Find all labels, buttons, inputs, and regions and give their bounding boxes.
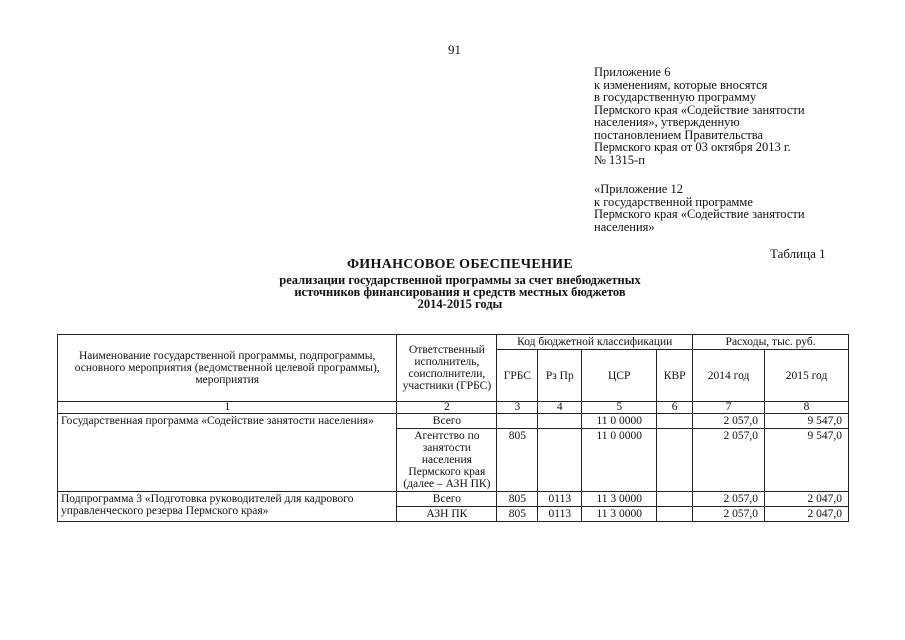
subtitle-line: реализации государственной программы за счет внебюджетных (279, 273, 641, 287)
rzpr-cell: 0113 (538, 492, 582, 507)
appendix-line: населения» (594, 219, 655, 234)
appendix-line: Пермского края от 03 октября 2013 г. (594, 140, 791, 154)
page-number: 91 (448, 42, 461, 57)
kvr-cell (657, 492, 693, 507)
column-number: 3 (497, 402, 538, 414)
table-row (58, 492, 849, 507)
kvr-cell (657, 429, 693, 492)
appendix-line: в государственную программу (594, 90, 757, 104)
header-rzpr: Рз Пр (538, 350, 582, 402)
appendix-line: № 1315-п (594, 152, 645, 167)
appendix-line: постановлением Правительства (594, 127, 764, 142)
executor-cell: Всего (397, 414, 497, 429)
grbs-cell: 805 (497, 429, 538, 492)
y2015-cell: 2 047,0 (765, 492, 849, 507)
header-name: Наименование государственной программы, подпрограммы, основного мероприятия (ведомственной целевой программы), мероприятия (58, 335, 397, 402)
table-label: Таблица 1 (770, 246, 826, 261)
header-budget-code: Код бюджетной классификации (497, 335, 693, 350)
y2014-cell: 2 057,0 (693, 429, 765, 492)
header-2015: 2015 год (765, 350, 849, 402)
y2014-cell: 2 057,0 (693, 414, 765, 429)
appendix-12-block (594, 183, 805, 233)
rzpr-cell: 0113 (538, 507, 582, 522)
grbs-cell: 805 (497, 507, 538, 522)
subtitle-line: 2014-2015 годы (417, 297, 503, 311)
column-number: 4 (538, 402, 582, 414)
appendix-6-block (594, 66, 805, 166)
document-subtitle (230, 274, 690, 310)
column-number: 7 (693, 402, 765, 414)
header-csr: ЦСР (582, 350, 657, 402)
column-number: 6 (657, 402, 693, 414)
y2015-cell: 9 547,0 (765, 414, 849, 429)
column-number: 8 (765, 402, 849, 414)
appendix-line: Пермского края «Содействие занятости (594, 207, 805, 221)
table-row (58, 414, 849, 429)
header-grbs: ГРБС (497, 350, 538, 402)
column-number: 1 (58, 402, 397, 414)
kvr-cell (657, 414, 693, 429)
grbs-cell: 805 (497, 492, 538, 507)
column-number-row (58, 402, 849, 414)
document-title: ФИНАНСОВОЕ ОБЕСПЕЧЕНИЕ (346, 257, 574, 272)
appendix-line: Пермского края «Содействие занятости (594, 102, 805, 117)
grbs-cell (497, 414, 538, 429)
column-number: 5 (582, 402, 657, 414)
executor-cell: АЗН ПК (397, 507, 497, 522)
y2014-cell: 2 057,0 (693, 507, 765, 522)
appendix-line: к изменениям, которые вносятся (594, 77, 768, 92)
y2015-cell: 9 547,0 (765, 429, 849, 492)
y2015-cell: 2 047,0 (765, 507, 849, 522)
subprogram-name: Подпрограмма 3 «Подготовка руководителей для кадрового управленческого резерва Пермского края» (58, 492, 397, 522)
appendix-line: Приложение 6 (594, 65, 671, 79)
header-expenses: Расходы, тыс. руб. (693, 335, 849, 350)
executor-cell: Всего (397, 492, 497, 507)
financing-table (57, 334, 849, 522)
rzpr-cell (538, 414, 582, 429)
csr-cell: 11 3 0000 (582, 492, 657, 507)
column-number: 2 (397, 402, 497, 414)
csr-cell: 11 0 0000 (582, 414, 657, 429)
header-executor: Ответственный исполнитель, соисполнители, участники (ГРБС) (397, 335, 497, 402)
header-2014: 2014 год (693, 350, 765, 402)
header-kvr: КВР (657, 350, 693, 402)
appendix-line: населения», утвержденную (594, 115, 740, 129)
kvr-cell (657, 507, 693, 522)
executor-cell: Агентство по занятости населения Пермского края (далее – АЗН ПК) (397, 429, 497, 492)
subtitle-line: источников финансирования и средств местных бюджетов (294, 285, 626, 299)
csr-cell: 11 3 0000 (582, 507, 657, 522)
appendix-line: к государственной программе (594, 194, 753, 209)
csr-cell: 11 0 0000 (582, 429, 657, 492)
y2014-cell: 2 057,0 (693, 492, 765, 507)
rzpr-cell (538, 429, 582, 492)
program-name: Государственная программа «Содействие занятости населения» (58, 414, 397, 492)
appendix-line: «Приложение 12 (594, 182, 683, 196)
